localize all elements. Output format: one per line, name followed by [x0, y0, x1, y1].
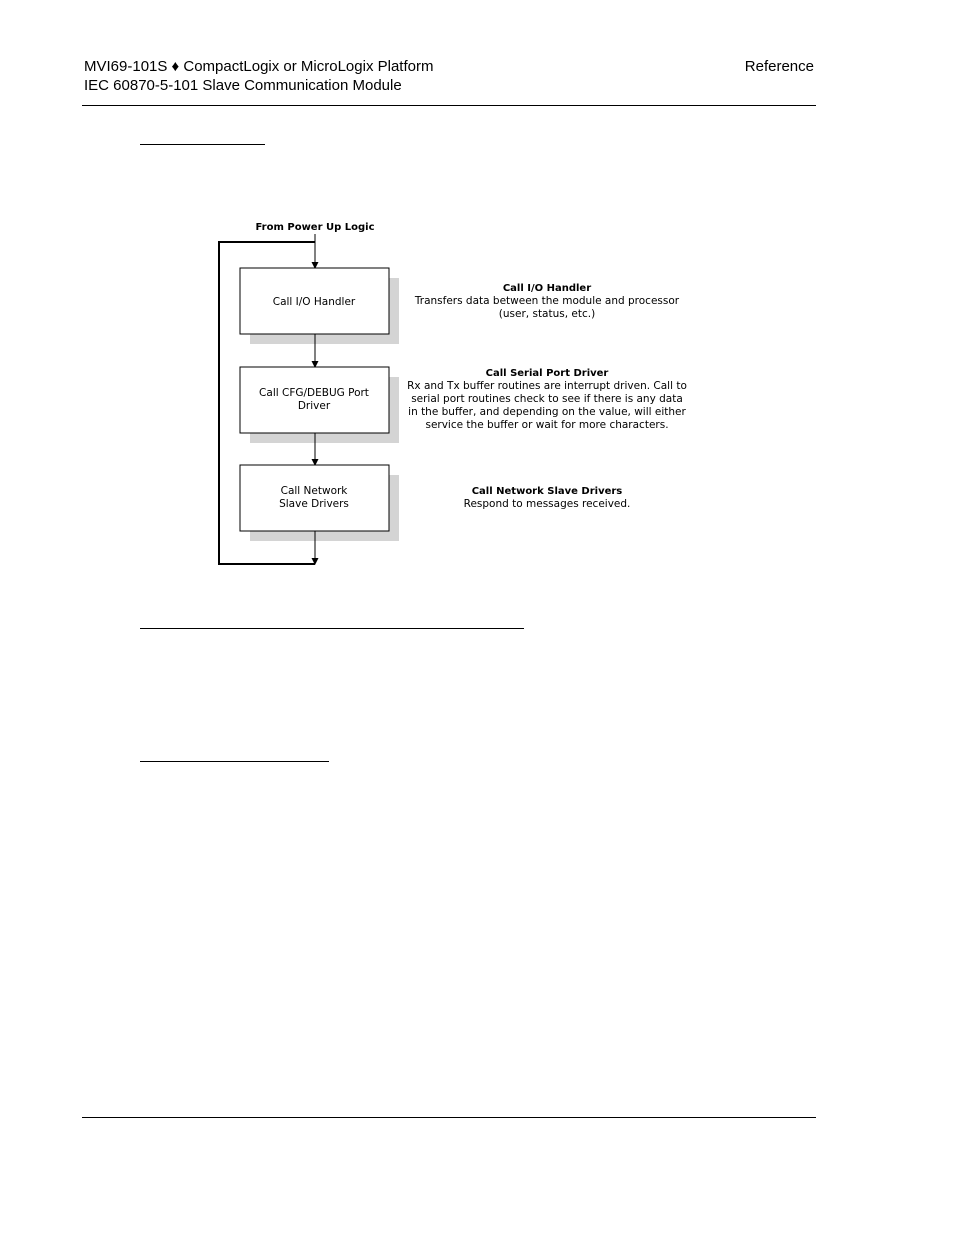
- step-description-line: Rx and Tx buffer routines are interrupt driven. Call to: [407, 380, 687, 392]
- step-box-label: Call CFG/DEBUG Port: [259, 387, 369, 399]
- step-description-line: Respond to messages received.: [463, 498, 631, 510]
- step-description-title: Call Network Slave Drivers: [471, 486, 623, 497]
- header-title-line1: MVI69-101S ♦ CompactLogix or MicroLogix Platform: [84, 58, 434, 75]
- step-description-line: Transfers data between the module and processor: [414, 295, 680, 307]
- header-section-label: Reference: [744, 58, 814, 75]
- footer-rule: [82, 1117, 816, 1118]
- step-box-label: Call Network: [280, 485, 348, 497]
- step-description-line: service the buffer or wait for more characters.: [425, 419, 669, 431]
- step-description-title: Call Serial Port Driver: [485, 368, 609, 379]
- step-description-line: serial port routines check to see if there is any data: [411, 393, 683, 405]
- header-title-line2: IEC 60870-5-101 Slave Communication Module: [84, 77, 402, 94]
- step-box-label: Slave Drivers: [279, 498, 349, 510]
- step-description-title: Call I/O Handler: [502, 283, 592, 294]
- section-heading-underline: [140, 761, 329, 762]
- flowchart-entry-label: From Power Up Logic: [255, 222, 375, 233]
- step-box-label: Call I/O Handler: [272, 296, 356, 308]
- step-description-line: in the buffer, and depending on the value, will either: [408, 406, 686, 418]
- section-heading-underline: [140, 628, 524, 629]
- step-box-label: Driver: [297, 400, 331, 412]
- step-description-line: (user, status, etc.): [498, 308, 596, 320]
